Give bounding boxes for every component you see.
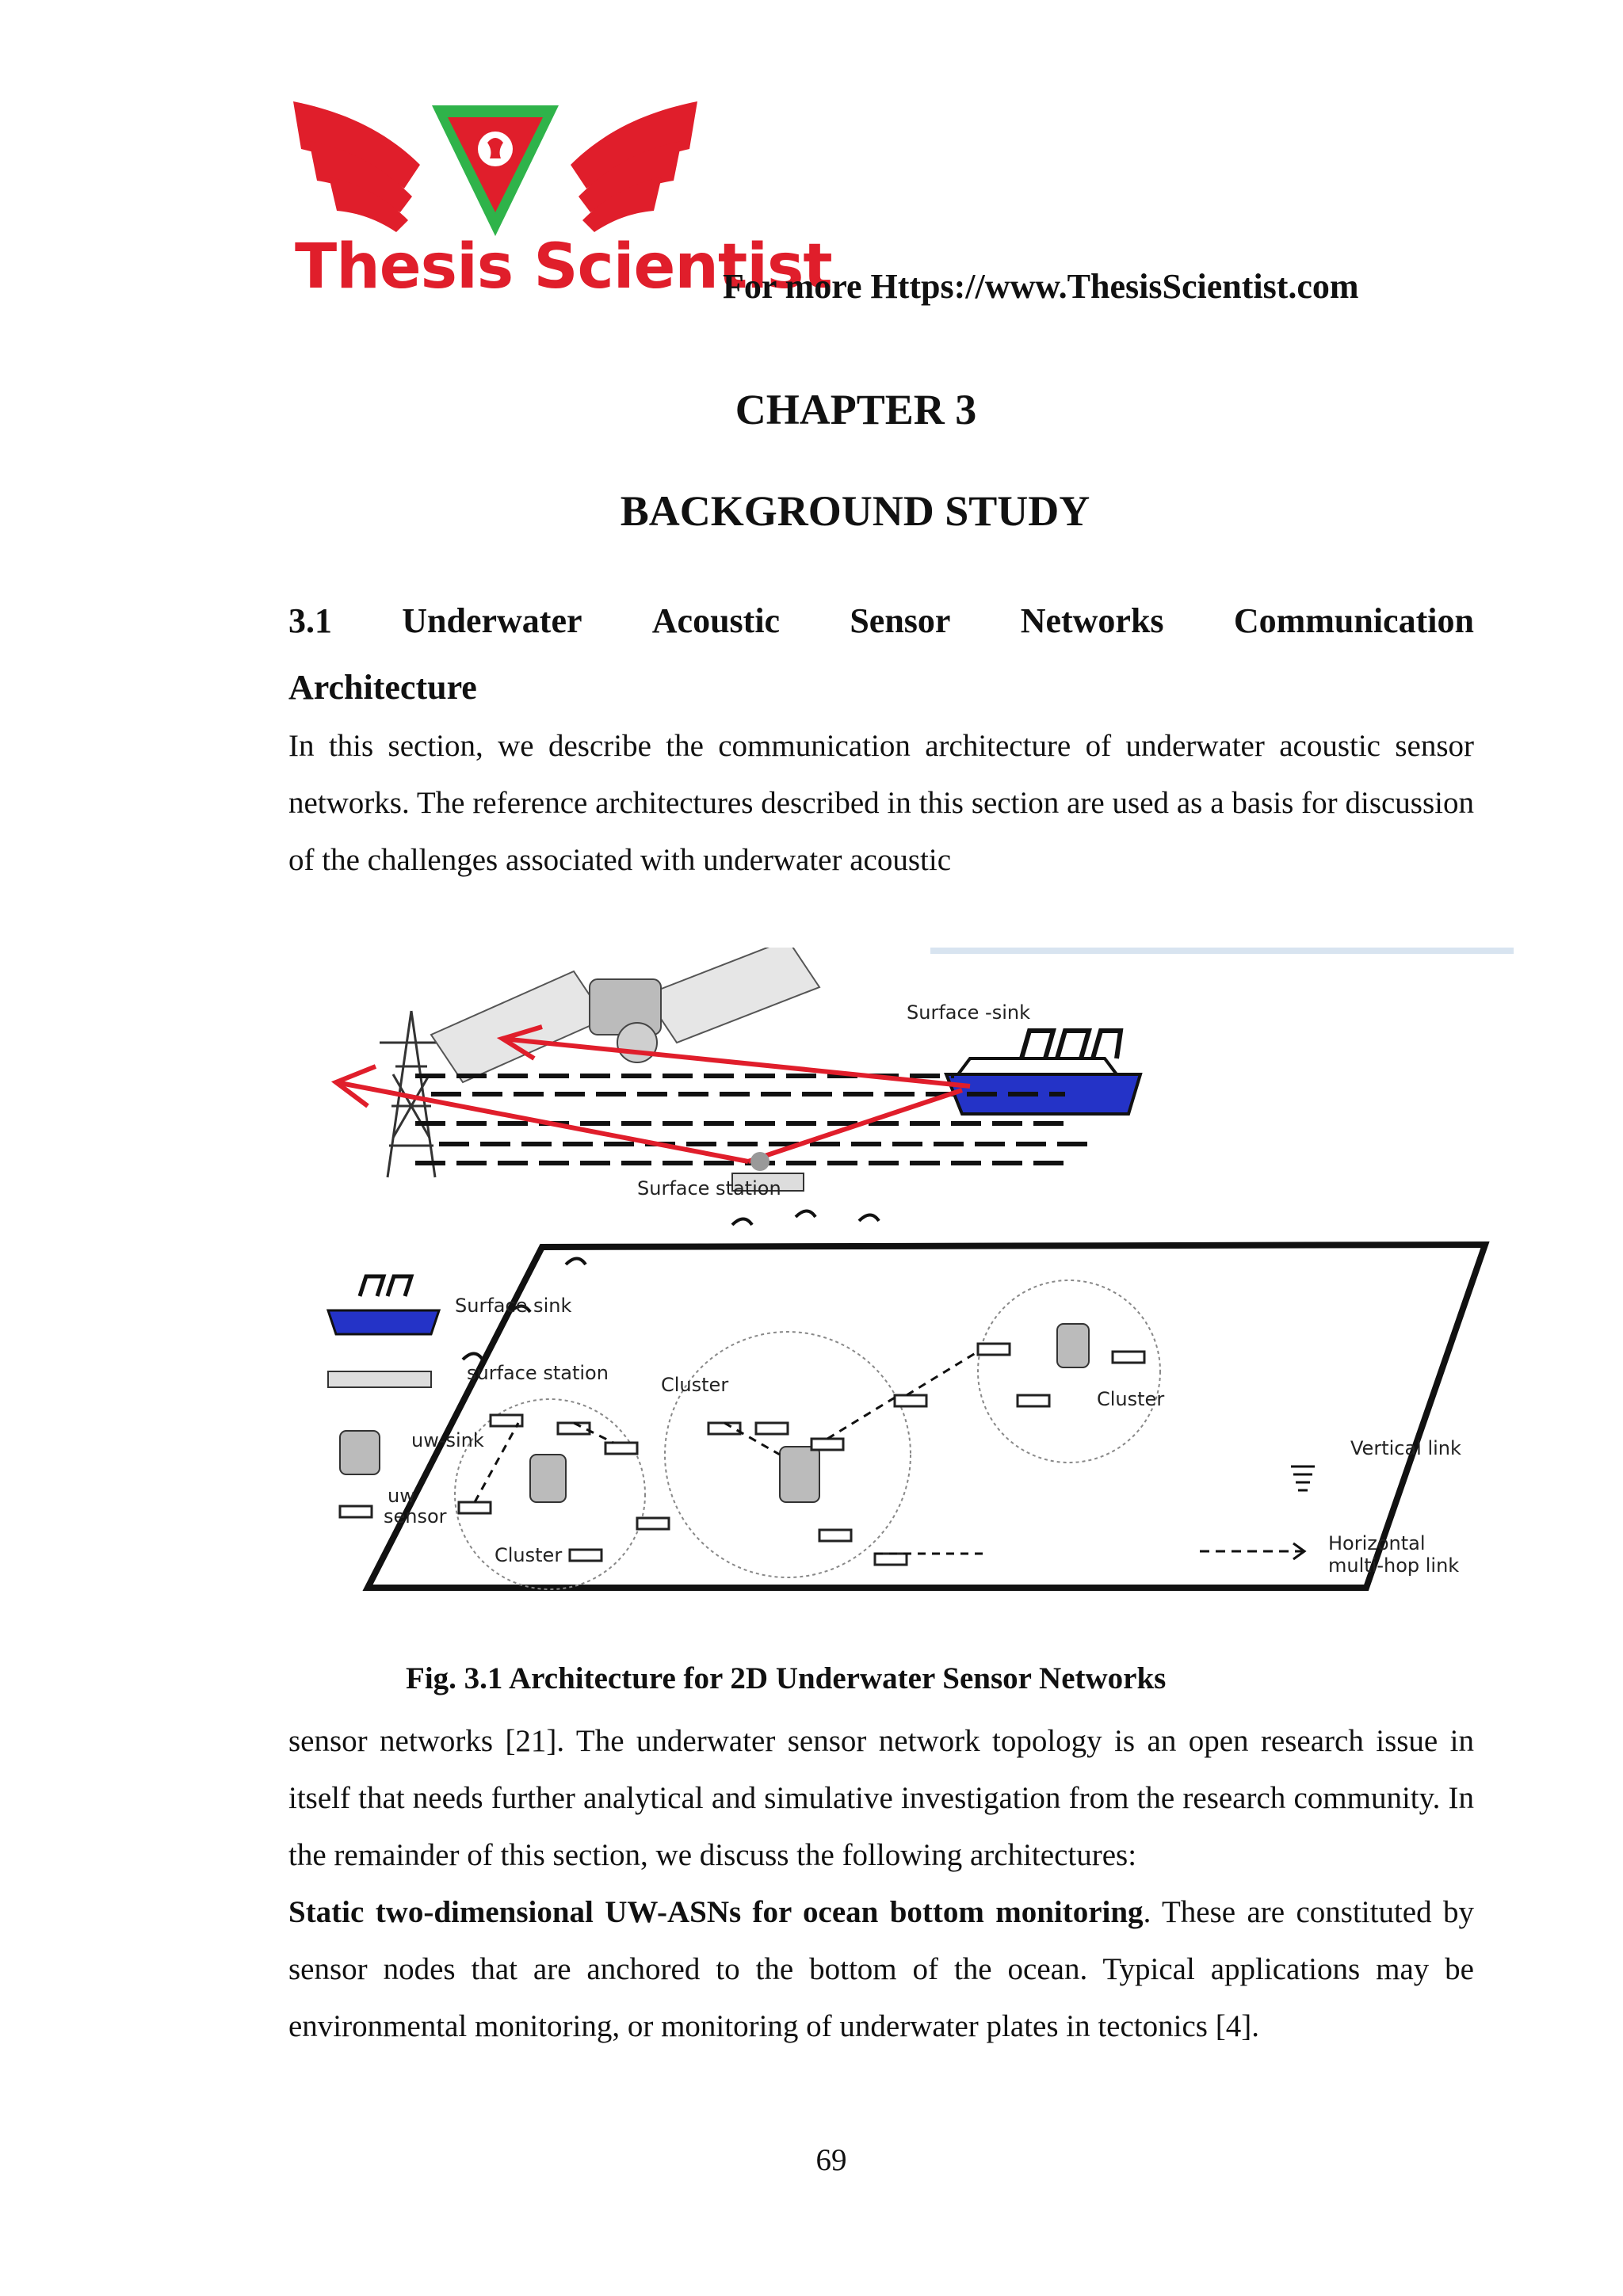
label-legend-uw: uw — [388, 1485, 415, 1507]
label-cluster-left: Cluster — [495, 1544, 563, 1566]
figure-caption: Fig. 3.1 Architecture for 2D Underwater Sensor Networks — [406, 1661, 1167, 1695]
logo-wordmark: Thesis Scientist — [295, 231, 832, 303]
paragraph-static-2d — [288, 1884, 1474, 2055]
label-legend-surface-sink: Surface sink — [455, 1295, 572, 1317]
uw-sensor-icon — [875, 1554, 907, 1565]
uw-sensor-icon — [570, 1550, 601, 1561]
label-legend-uw-sink: uw-sink — [411, 1429, 484, 1451]
heading-word: Networks — [1020, 601, 1164, 640]
uw-sensor-icon — [459, 1502, 491, 1513]
uw-sensor-icon — [1018, 1395, 1049, 1406]
uw-sensor-icon — [819, 1530, 851, 1541]
uw-sink-icon — [530, 1455, 566, 1502]
uw-sensor-icon — [708, 1423, 740, 1434]
label-horizontal-1: Horizontal — [1328, 1532, 1426, 1554]
uw-sensor-icon — [895, 1395, 926, 1406]
page-number: 69 — [815, 2143, 847, 2177]
chapter-number: CHAPTER 3 — [735, 386, 977, 433]
uw-sink-icon — [780, 1447, 819, 1502]
static-2d-description: . These are constituted by sensor nodes that are anchored to the bottom of the ocean. Typical applications may be environmental monitoring, or monitoring of underwater plates in tectonics [4]. — [288, 1895, 1474, 2043]
chapter-title: BACKGROUND STUDY — [620, 487, 1090, 535]
uw-sensor-icon — [756, 1423, 788, 1434]
label-vertical-link: Vertical link — [1350, 1437, 1461, 1459]
heading-word: Underwater — [402, 601, 582, 640]
paragraph-topology: sensor networks [21]. The underwater sensor network topology is an open research issue in itself that needs further analytical and simulative investigation from the research community. In the remainder of this section, we discuss the following architectures: — [288, 1724, 1474, 1872]
label-legend-surface-station: surface station — [467, 1362, 609, 1384]
legend-uw-sensor-icon — [340, 1506, 372, 1517]
uw-sensor-icon — [558, 1423, 590, 1434]
uw-sensor-icon — [605, 1443, 637, 1454]
heading-tail: Architecture — [288, 668, 477, 707]
label-horizontal-2: multi-hop link — [1328, 1554, 1460, 1577]
uw-sensor-icon — [1113, 1352, 1144, 1363]
label-cluster-right: Cluster — [1097, 1388, 1165, 1410]
static-2d-term: Static two-dimensional UW-ASNs for ocean bottom monitoring — [288, 1895, 1144, 1929]
uw-sensor-icon — [637, 1518, 669, 1529]
architecture-figure — [304, 948, 1514, 1591]
label-legend-sensor: sensor — [384, 1505, 447, 1527]
uw-sensor-icon — [812, 1439, 843, 1450]
uw-sensor-icon — [978, 1344, 1010, 1355]
paragraph-intro: In this section, we describe the communication architecture of underwater acoustic sensor networks. The reference architectures described in this section are used as a basis for discussion of the challenges associated with underwater acoustic — [288, 729, 1474, 877]
website-link[interactable]: For more Https://www.ThesisScientist.com — [723, 267, 1359, 306]
heading-word: Communication — [1233, 601, 1474, 640]
legend-uw-sink-icon — [340, 1431, 380, 1474]
heading-word: Acoustic — [651, 601, 781, 640]
heading-word: Sensor — [850, 601, 951, 640]
label-cluster-center: Cluster — [661, 1374, 729, 1396]
label-surface-station-top: Surface station — [637, 1177, 781, 1199]
label-surface-sink-top: Surface -sink — [907, 1001, 1030, 1024]
section-heading — [288, 588, 1474, 721]
heading-word: 3.1 — [288, 601, 332, 640]
legend-surface-station-icon — [328, 1371, 431, 1387]
uw-sink-icon — [1057, 1324, 1089, 1367]
